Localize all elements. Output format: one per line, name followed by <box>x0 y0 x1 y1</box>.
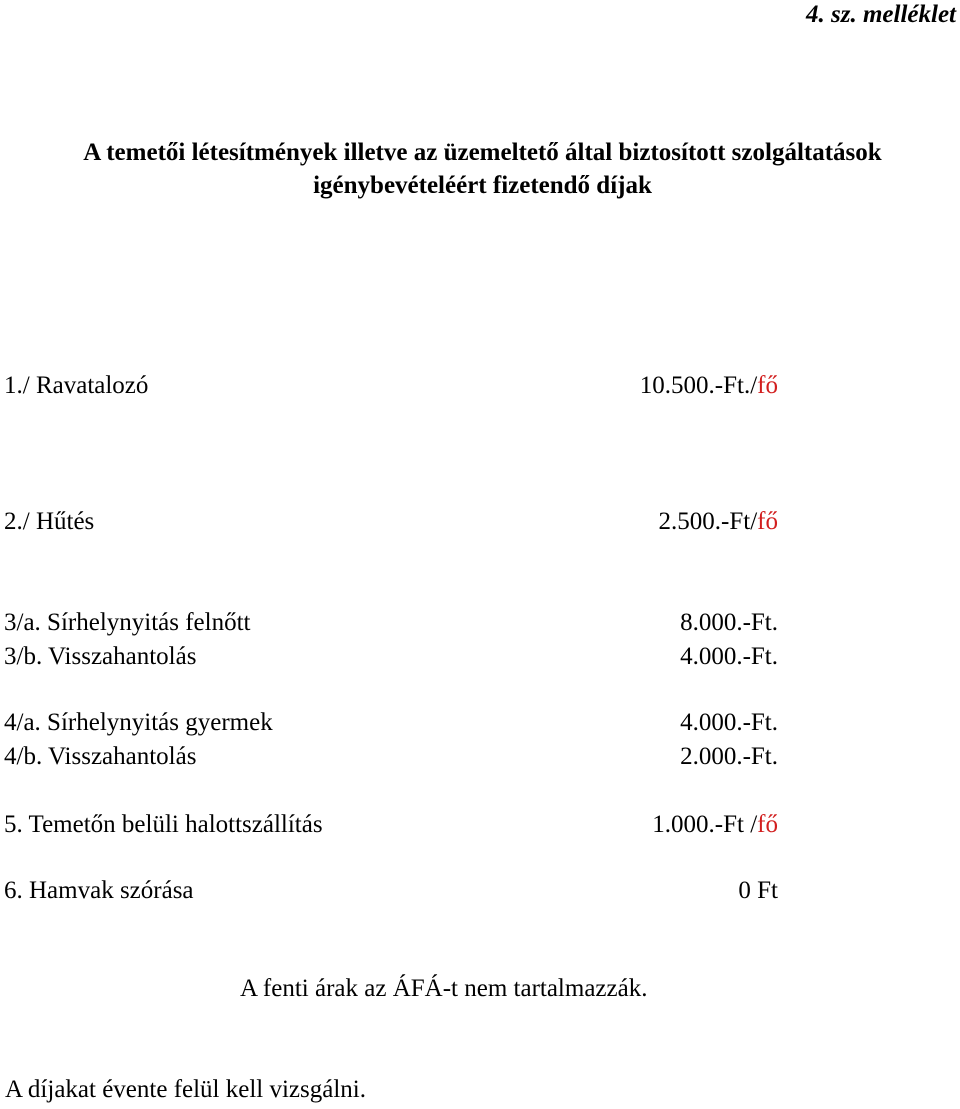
fee-price <box>680 706 778 740</box>
fee-amount: 10.500.-Ft./ <box>639 372 758 399</box>
fee-row-visszahantolas-felnott <box>0 640 960 674</box>
title-line-1: A temetői létesítmények illetve az üzemeltető által biztosított szolgáltatások <box>83 139 882 166</box>
fee-price <box>738 874 778 908</box>
fee-label: 5. Temetőn belüli halottszállítás <box>4 811 323 838</box>
fee-row-halottszallitas <box>0 808 960 842</box>
fee-amount: 2.500.-Ft/ <box>658 508 758 535</box>
annex-label: 4. sz. melléklet <box>806 1 956 28</box>
fee-label: 4/b. Visszahantolás <box>4 743 197 770</box>
fee-row-visszahantolas-gyermek <box>0 740 960 774</box>
fee-price <box>640 369 778 403</box>
fee-amount: 1.000.-Ft / <box>652 811 758 838</box>
fee-unit: fő <box>757 372 778 399</box>
vat-note: A fenti árak az ÁFÁ-t nem tartalmazzák. <box>240 975 648 1002</box>
fee-label: 6. Hamvak szórása <box>4 877 194 904</box>
fee-label: 1./ Ravatalozó <box>4 372 149 399</box>
fee-amount: 2.000.-Ft. <box>680 743 778 770</box>
fee-label: 4/a. Sírhelynyitás gyermek <box>4 709 273 736</box>
fee-price <box>680 606 778 640</box>
fee-label: 3/b. Visszahantolás <box>4 643 197 670</box>
fee-price <box>652 808 778 842</box>
fee-price <box>659 505 778 539</box>
fee-row-sirhelynyitas-felnott <box>0 606 960 640</box>
document-title <box>10 136 955 202</box>
title-line-2: igénybevételéért fizetendő díjak <box>313 172 652 199</box>
fee-unit: fő <box>757 811 778 838</box>
fee-row-hamvak-szorasa <box>0 874 960 908</box>
fee-row-sirhelynyitas-gyermek <box>0 706 960 740</box>
fee-row-hutes <box>0 505 960 539</box>
fee-amount: 0 Ft <box>738 877 778 904</box>
fee-amount: 4.000.-Ft. <box>680 709 778 736</box>
fee-amount: 8.000.-Ft. <box>680 609 778 636</box>
review-note: A díjakat évente felül kell vizsgálni. <box>5 1076 366 1103</box>
fee-label: 3/a. Sírhelynyitás felnőtt <box>4 609 251 636</box>
fee-row-ravatalozo <box>0 369 960 403</box>
fee-unit: fő <box>757 508 778 535</box>
fee-price <box>680 640 778 674</box>
fee-amount: 4.000.-Ft. <box>680 643 778 670</box>
fee-price <box>680 740 778 774</box>
fee-label: 2./ Hűtés <box>4 508 95 535</box>
